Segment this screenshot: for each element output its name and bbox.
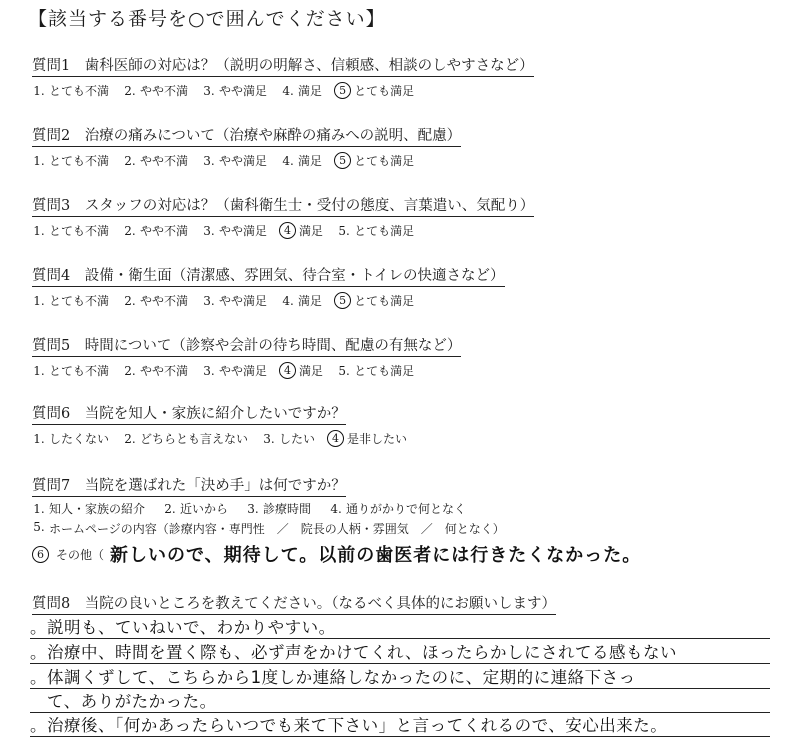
question-3 — [32, 194, 534, 239]
option-5[interactable] — [336, 152, 414, 169]
option-number: 4. — [282, 83, 294, 98]
option-1[interactable] — [32, 500, 145, 517]
option-3[interactable] — [202, 152, 267, 169]
option-3[interactable] — [262, 430, 315, 447]
question-5 — [32, 334, 461, 379]
option-1[interactable] — [32, 430, 109, 447]
answer-line-4: て、ありがたかった。 — [30, 690, 770, 713]
option-number: 3. — [247, 501, 259, 516]
option-label: とても不満 — [49, 224, 110, 238]
option-number: 2. — [124, 223, 136, 238]
option-number: 1. — [33, 223, 45, 238]
option-number: 3. — [203, 293, 215, 308]
option-label: 満足 — [298, 154, 323, 168]
page-title: 【該当する番号を○で囲んでください】 — [28, 8, 386, 30]
option-label: その他（ — [56, 547, 105, 562]
option-1[interactable] — [32, 222, 109, 239]
option-number: 2. — [164, 501, 176, 516]
selected-circle: 4 — [327, 430, 344, 447]
option-1[interactable] — [32, 362, 109, 379]
option-label: 満足 — [299, 224, 324, 238]
option-number: 3. — [263, 431, 275, 446]
option-label: 満足 — [299, 364, 324, 378]
question-options — [32, 82, 534, 99]
question-1 — [32, 54, 534, 99]
option-number: 2. — [124, 431, 136, 446]
option-number: 5. — [338, 363, 350, 378]
question-options — [32, 362, 461, 379]
selected-circle: 5 — [334, 292, 351, 309]
option-5[interactable] — [337, 362, 414, 379]
option-label: やや満足 — [219, 364, 268, 378]
option-number: 2. — [124, 293, 136, 308]
option-3[interactable] — [202, 292, 267, 309]
option-label: とても満足 — [354, 154, 415, 168]
question-options — [32, 292, 505, 309]
option-label: とても不満 — [49, 154, 110, 168]
option-label: したい — [279, 432, 316, 446]
option-label: とても満足 — [354, 364, 415, 378]
option-number: 5. — [338, 223, 350, 238]
option-number: 1. — [33, 501, 45, 516]
question-title: 質問1 歯科医師の対応は？（説明の明解さ、信頼感、相談のしやすさなど） — [32, 54, 534, 77]
option-label: 近いから — [180, 502, 229, 516]
question-title: 質問3 スタッフの対応は？（歯科衛生士・受付の態度、言葉遣い、気配り） — [32, 194, 534, 217]
option-label: とても不満 — [49, 294, 110, 308]
question-options — [32, 222, 534, 239]
option-label: とても満足 — [354, 294, 415, 308]
option-4[interactable] — [281, 362, 323, 379]
option-label: やや満足 — [219, 294, 268, 308]
option-4[interactable] — [329, 430, 407, 447]
question-title: 質問7 当院を選ばれた「決め手」は何ですか？ — [32, 474, 346, 497]
selected-circle: 5 — [334, 152, 351, 169]
option-number: 3. — [203, 223, 215, 238]
option-number: 2. — [124, 363, 136, 378]
option-label: やや満足 — [219, 224, 268, 238]
option-number: 2. — [124, 153, 136, 168]
question-title: 質問8 当院の良いところを教えてください。（なるべく具体的にお願いします） — [32, 592, 556, 615]
question-7-options — [32, 500, 641, 517]
option-label: 診療時間 — [263, 502, 312, 516]
option-1[interactable] — [32, 82, 109, 99]
option-number: 2. — [124, 83, 136, 98]
option-2[interactable] — [123, 152, 188, 169]
option-number: 3. — [203, 153, 215, 168]
option-4[interactable] — [329, 500, 466, 517]
question-7-option-5[interactable] — [32, 520, 641, 537]
option-4[interactable] — [281, 222, 323, 239]
option-number: 4. — [330, 501, 342, 516]
option-5[interactable] — [336, 292, 414, 309]
option-label: やや満足 — [219, 154, 268, 168]
option-number: 1. — [33, 293, 45, 308]
answer-line-3: 。体調くずして、こちらから1度しか連絡しなかったのに、定期的に連絡下さっ — [30, 666, 770, 689]
option-number: 3. — [203, 363, 215, 378]
option-2[interactable] — [163, 500, 228, 517]
question-8 — [32, 592, 556, 615]
option-3[interactable] — [202, 82, 267, 99]
option-4[interactable] — [281, 82, 322, 99]
option-3[interactable] — [246, 500, 311, 517]
option-label: とても満足 — [354, 224, 415, 238]
option-label: やや満足 — [219, 84, 268, 98]
question-title: 質問5 時間について（診察や会計の待ち時間、配慮の有無など） — [32, 334, 461, 357]
option-2[interactable] — [123, 292, 188, 309]
option-label: ホームページの内容（診療内容・専門性 ／ 院長の人柄・雰囲気 ／ 何となく） — [49, 522, 505, 536]
option-label: 知人・家族の紹介 — [49, 502, 146, 516]
option-label: やや不満 — [140, 84, 189, 98]
option-1[interactable] — [32, 152, 109, 169]
option-label: 通りがかりで何となく — [346, 502, 467, 516]
option-label: どちらとも言えない — [140, 432, 249, 446]
option-label: やや不満 — [140, 154, 189, 168]
option-label: やや不満 — [140, 364, 189, 378]
question-title: 質問4 設備・衛生面（清潔感、雰囲気、待合室・トイレの快適さなど） — [32, 264, 505, 287]
option-3[interactable] — [202, 362, 267, 379]
option-number: 3. — [203, 83, 215, 98]
selected-circle: 6 — [32, 546, 49, 563]
option-number: 4. — [282, 153, 294, 168]
option-label: 満足 — [298, 84, 323, 98]
option-label: とても不満 — [49, 364, 110, 378]
option-3[interactable] — [202, 222, 267, 239]
option-number: 4. — [282, 293, 294, 308]
question-title: 質問2 治療の痛みについて（治療や麻酔の痛みへの説明、配慮） — [32, 124, 461, 147]
answer-line-1: 。説明も、ていねいで、わかりやすい。 — [30, 616, 770, 639]
option-2[interactable] — [123, 82, 188, 99]
question-options — [32, 152, 461, 169]
question-2 — [32, 124, 461, 169]
question-6-options — [32, 430, 421, 447]
question-7 — [32, 474, 641, 567]
option-number: 5. — [33, 520, 45, 534]
option-4[interactable] — [281, 292, 322, 309]
option-1[interactable] — [32, 292, 109, 309]
handwritten-answer: 新しいので、期待して。以前の歯医者には行きたくなかった。 — [110, 545, 642, 566]
option-4[interactable] — [281, 152, 322, 169]
option-label: やや不満 — [140, 224, 189, 238]
question-title: 質問6 当院を知人・家族に紹介したいですか？ — [32, 402, 346, 425]
question-4 — [32, 264, 505, 309]
option-5[interactable] — [337, 222, 414, 239]
option-number: 1. — [33, 363, 45, 378]
option-label: 満足 — [298, 294, 323, 308]
selected-circle: 5 — [334, 82, 351, 99]
selected-circle: 4 — [279, 222, 296, 239]
option-2[interactable] — [123, 362, 188, 379]
option-label: とても不満 — [49, 84, 110, 98]
option-number: 1. — [33, 153, 45, 168]
option-label: やや不満 — [140, 294, 189, 308]
option-label: 是非したい — [347, 432, 408, 446]
option-number: 1. — [33, 83, 45, 98]
option-label: とても満足 — [354, 84, 415, 98]
option-number: 1. — [33, 431, 45, 446]
option-2[interactable] — [123, 222, 188, 239]
question-6 — [32, 402, 421, 447]
question-7-option-6[interactable] — [32, 541, 641, 567]
option-2[interactable] — [123, 430, 248, 447]
answer-line-5: 。治療後、「何かあったらいつでも来て下さい」と言ってくれるので、安心出来た。 — [30, 714, 770, 737]
option-5[interactable] — [336, 82, 414, 99]
selected-circle: 4 — [279, 362, 296, 379]
option-label: したくない — [49, 432, 110, 446]
answer-line-2: 。治療中、時間を置く際も、必ず声をかけてくれ、ほったらかしにされてる感もない — [30, 641, 770, 664]
